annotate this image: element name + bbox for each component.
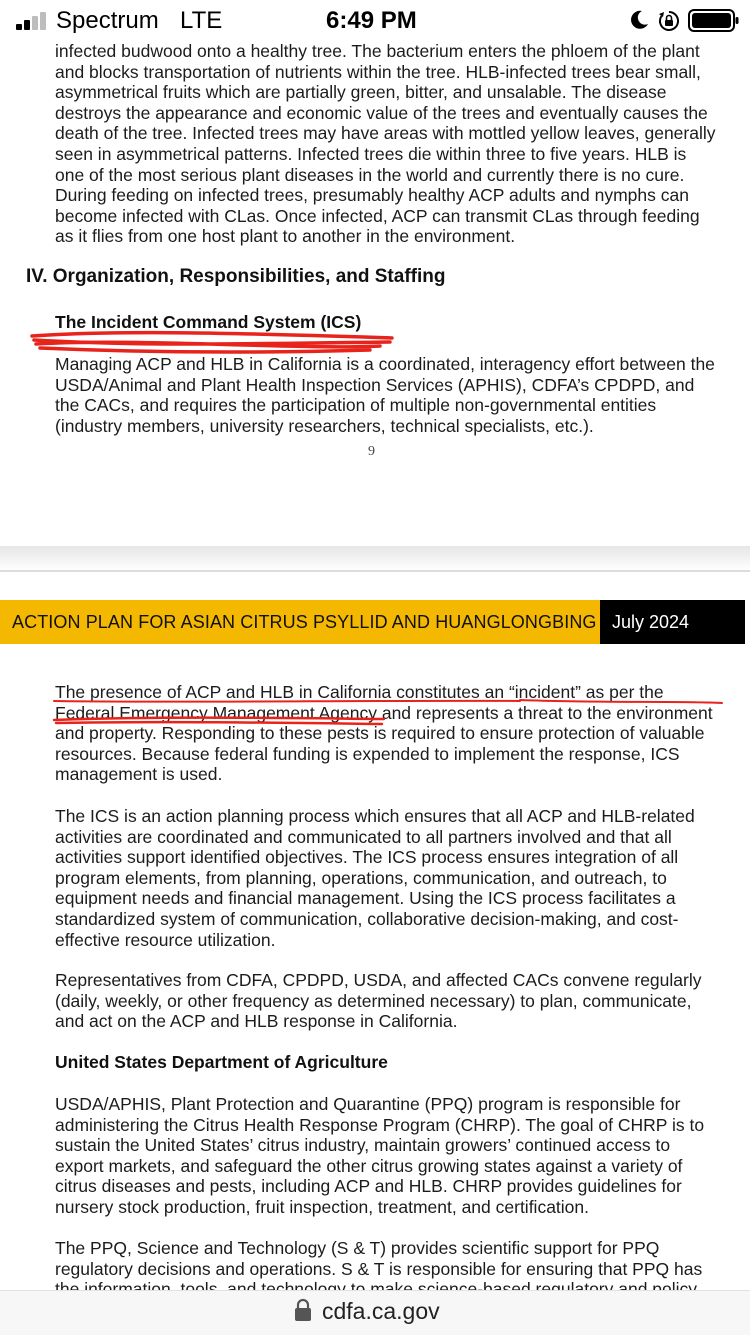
rotation-lock-icon	[658, 10, 680, 32]
text-line: The ICS is an action planning process which ensures that all ACP and HLB-related	[55, 806, 695, 826]
lock-icon	[294, 1298, 312, 1322]
battery-icon	[688, 9, 740, 32]
incident-paragraph	[55, 682, 717, 785]
text-line: regulatory decisions and operations. S & T is responsible for ensuring that PPQ has	[55, 1258, 703, 1279]
status-time: 6:49 PM	[326, 7, 417, 34]
text-line: program elements, from planning, operations, communication, and outreach, to	[55, 867, 667, 888]
text-line: as it flies from one host plant to another in the environment.	[55, 226, 516, 247]
text-line: the CACs, and requires the participation of multiple non-governmental entities	[55, 395, 657, 416]
ics-paragraph	[55, 354, 717, 436]
text-line: one of the most serious plant diseases in the world and currently there is no cure.	[55, 164, 685, 185]
text-line: effective resource utilization.	[55, 929, 276, 950]
document-header-title: ACTION PLAN FOR ASIAN CITRUS PSYLLID AND HUANGLONGBING	[12, 612, 597, 632]
text-line: asymmetrical fruits which are partially green, bitter, and unsalable. The disease	[55, 82, 667, 103]
text-line: USDA/APHIS, Plant Protection and Quarantine (PPQ) program is responsible for	[55, 1094, 681, 1114]
text-line: The presence of ACP and HLB in California constitutes an “incident” as per the	[55, 682, 664, 702]
text-line: Federal Emergency Management Agency and represents a threat to the environment	[55, 702, 713, 723]
text-line: sustain the United States’ citrus industry, maintain growers’ continued access to	[55, 1135, 671, 1156]
section-heading: IV. Organization, Responsibilities, and Staffing	[26, 266, 446, 287]
text-line: death of the tree. Infected trees may have areas with mottled yellow leaves, generally	[55, 123, 716, 144]
text-line: administering the Citrus Health Response Program (CHRP). The goal of CHRP is to	[55, 1114, 705, 1135]
status-bar	[0, 0, 750, 40]
ics-process-paragraph	[55, 806, 717, 950]
red-scribble-underline	[32, 333, 392, 352]
text-line: standardized system of communication, collaborative decision-making, and cost-	[55, 908, 679, 929]
url-domain[interactable]: cdfa.ca.gov	[322, 1298, 440, 1324]
usda-heading: United States Department of Agriculture	[55, 1052, 388, 1072]
text-line: nursery stock production, fruit inspection, treatment, and certification.	[55, 1196, 590, 1217]
text-line: USDA/Animal and Plant Health Inspection Services (APHIS), CDFA’s CPDPD, and	[55, 374, 695, 395]
document-date: July 2024	[612, 612, 690, 632]
signal-bars-icon	[16, 10, 50, 30]
text-line: become infected with CLas. Once infected, ACP can transmit CLas through feeding	[55, 205, 700, 226]
text-line: Representatives from CDFA, CPDPD, USDA, and affected CACs convene regularly	[55, 970, 702, 990]
text-line: equipment needs and financial management. Using the ICS process facilitates a	[55, 888, 676, 909]
network-type: LTE	[180, 7, 223, 34]
text-line: activities are coordinated and communicated to all partners involved and that all	[55, 826, 672, 847]
text-line: (industry members, university researchers, technical specialists, etc.).	[55, 415, 594, 436]
moon-icon	[628, 9, 650, 31]
carrier-name: Spectrum	[56, 7, 159, 34]
text-line: destroys the appearance and economic value of the trees and eventually causes the	[55, 102, 708, 123]
text-line: activities support identified objectives. The ICS process ensures integration of all	[55, 847, 679, 868]
page-edge	[0, 570, 750, 572]
intro-paragraph	[55, 41, 717, 247]
text-line: export markets, and safeguard the other citrus growing states against a variety of	[55, 1155, 683, 1176]
text-line: infected budwood onto a healthy tree. The bacterium enters the phloem of the plant	[55, 41, 700, 61]
text-line: management is used.	[55, 764, 223, 785]
text-line: During feeding on infected trees, presumably healthy ACP adults and nymphs can	[55, 185, 689, 206]
text-line: resources. Because federal funding is expended to implement the response, ICS	[55, 743, 680, 764]
page-separator	[0, 546, 750, 570]
text-line: seen in asymmetrical patterns. Infected trees die within three to five years. HLB is	[55, 143, 687, 164]
page-number: 9	[368, 444, 375, 459]
text-line: The PPQ, Science and Technology (S & T) provides scientific support for PPQ	[55, 1238, 660, 1258]
text-line: and act on the ACP and HLB response in California.	[55, 1011, 458, 1032]
text-line: and blocks transportation of nutrients within the tree. HLB-infected trees bear small,	[55, 61, 701, 82]
usda-paragraph	[55, 1094, 717, 1218]
text-line: and property. Responding to these pests is required to ensure protection of valuable	[55, 723, 705, 744]
text-line: (daily, weekly, or other frequency as determined necessary) to plan, communicate,	[55, 990, 692, 1011]
text-line: Managing ACP and HLB in California is a coordinated, interagency effort between the	[55, 354, 715, 374]
text-line: citrus diseases and pests, including ACP and HLB. CHRP provides guidelines for	[55, 1176, 682, 1197]
representatives-paragraph	[55, 970, 717, 1032]
ics-subheading: The Incident Command System (ICS)	[55, 312, 362, 332]
